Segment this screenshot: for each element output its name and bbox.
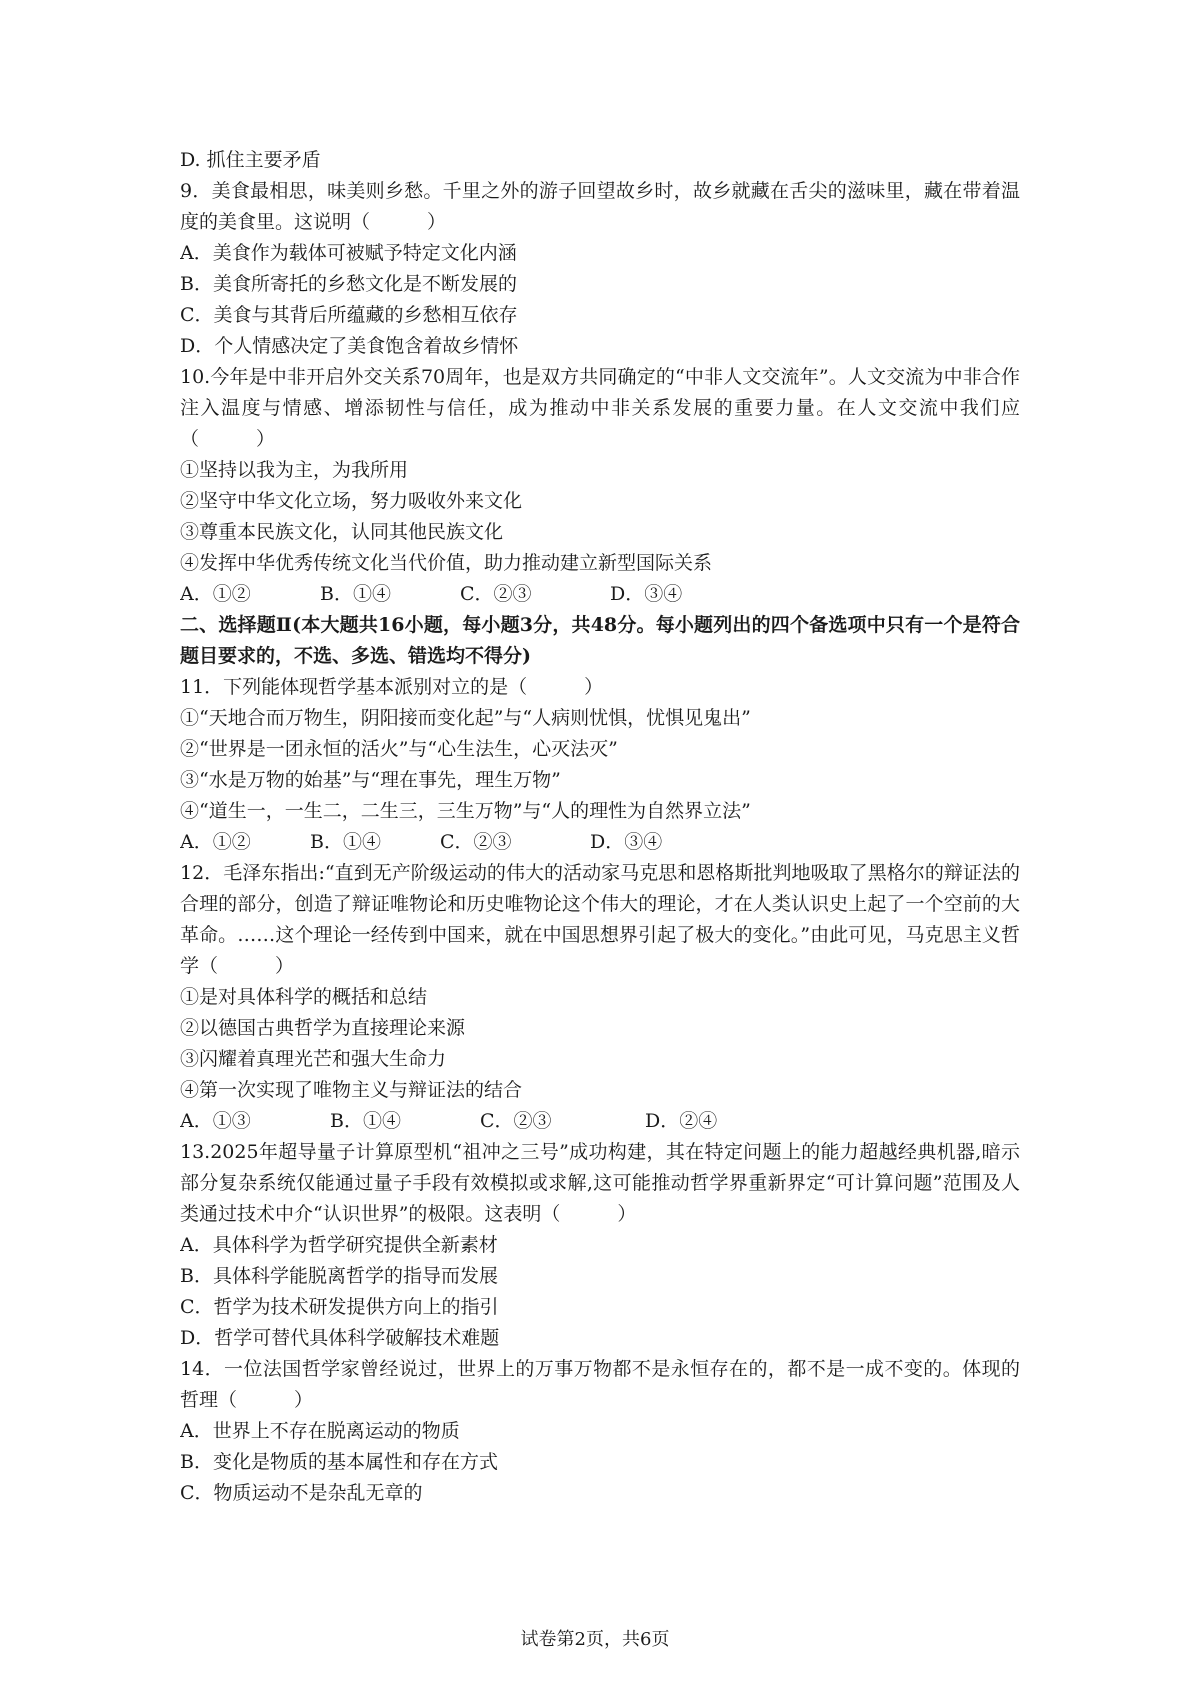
q10-option-b: B．①④ (320, 583, 391, 605)
q10-item-4: ④发挥中华优秀传统文化当代价值，助力推动建立新型国际关系 (180, 552, 713, 574)
q9-option-d: D．个人情感决定了美食饱含着故乡情怀 (180, 335, 519, 357)
q11-stem: 11．下列能体现哲学基本派别对立的是（ ） (180, 676, 604, 698)
q13-option-a: A．具体科学为哲学研究提供全新素材 (180, 1234, 498, 1256)
section-2-heading: 二、选择题Ⅱ(本大题共16小题，每小题3分，共48分。每小题列出的四个备选项中只有一个是符合题目要求的，不选、多选、错选均不得分) (180, 614, 1020, 667)
q12-item-2: ②以德国古典哲学为直接理论来源 (180, 1017, 466, 1039)
q12-item-1: ①是对具体科学的概括和总结 (180, 986, 428, 1008)
q11-option-c: C．②③ (440, 831, 512, 853)
q14-stem: 14．一位法国哲学家曾经说过，世界上的万事万物都不是永恒存在的，都不是一成不变的。体现的哲理（ ） (180, 1358, 1020, 1411)
q11-options (180, 827, 1020, 858)
q10-option-a: A．①② (180, 583, 251, 605)
q12-options (180, 1106, 1020, 1137)
q12-option-d: D．②④ (645, 1110, 718, 1132)
q10-options (180, 579, 1020, 610)
q12-stem: 12．毛泽东指出:“直到无产阶级运动的伟大的活动家马克思和恩格斯批判地吸取了黑格尔的辩证法的合理的部分，创造了辩证唯物论和历史唯物论这个伟大的理论，才在人类认识史上起了一个空前的大革命。……这个理论一经传到中国来，就在中国思想界引起了极大的变化。”由此可见，马克思主义哲学（ ） (180, 862, 1020, 977)
q10-stem: 10.今年是中非开启外交关系70周年，也是双方共同确定的“中非人文交流年”。人文交流为中非合作注入温度与情感、增添韧性与信任，成为推动中非关系发展的重要力量。在人文交流中我们应（ ） (180, 366, 1020, 450)
q14-option-b: B．变化是物质的基本属性和存在方式 (180, 1451, 498, 1473)
q12-option-a: A．①③ (180, 1110, 251, 1132)
q10-option-c: C．②③ (460, 583, 532, 605)
q10-item-2: ②坚守中华文化立场，努力吸收外来文化 (180, 490, 523, 512)
exam-page (180, 145, 1020, 1509)
q10-option-d: D．③④ (610, 583, 683, 605)
q11-item-1: ①“天地合而万物生，阴阳接而变化起”与“人病则忧惧，忧惧见鬼出” (180, 707, 751, 729)
q11-item-4: ④“道生一，一生二，二生三，三生万物”与“人的理性为自然界立法” (180, 800, 751, 822)
q14-option-a: A．世界上不存在脱离运动的物质 (180, 1420, 460, 1442)
q9-stem: 9．美食最相思，味美则乡愁。千里之外的游子回望故乡时，故乡就藏在舌尖的滋味里，藏在带着温度的美食里。这说明（ ） (180, 180, 1020, 233)
q11-item-3: ③“水是万物的始基”与“理在事先，理生万物” (180, 769, 561, 791)
q13-option-c: C．哲学为技术研发提供方向上的指引 (180, 1296, 499, 1318)
q11-option-a: A．①② (180, 831, 251, 853)
q11-option-b: B．①④ (310, 831, 381, 853)
q9-option-b: B．美食所寄托的乡愁文化是不断发展的 (180, 273, 517, 295)
q12-item-3: ③闪耀着真理光芒和强大生命力 (180, 1048, 447, 1070)
q13-option-d: D．哲学可替代具体科学破解技术难题 (180, 1327, 500, 1349)
q8-option-d: D. 抓住主要矛盾 (180, 149, 321, 171)
q10-item-1: ①坚持以我为主，为我所用 (180, 459, 409, 481)
q14-option-c: C．物质运动不是杂乱无章的 (180, 1482, 423, 1504)
q12-option-c: C．②③ (480, 1110, 552, 1132)
q13-stem: 13.2025年超导量子计算原型机“祖冲之三号”成功构建，其在特定问题上的能力超越经典机器,暗示部分复杂系统仅能通过量子手段有效模拟或求解,这可能推动哲学界重新界定“可计算问题”范围及人类通过技术中介“认识世界”的极限。这表明（ ） (180, 1141, 1020, 1225)
q9-option-c: C．美食与其背后所蕴藏的乡愁相互依存 (180, 304, 518, 326)
q10-item-3: ③尊重本民族文化，认同其他民族文化 (180, 521, 504, 543)
q11-option-d: D．③④ (590, 831, 663, 853)
q9-option-a: A．美食作为载体可被赋予特定文化内涵 (180, 242, 517, 264)
q13-option-b: B．具体科学能脱离哲学的指导而发展 (180, 1265, 498, 1287)
q12-option-b: B．①④ (330, 1110, 401, 1132)
q12-item-4: ④第一次实现了唯物主义与辩证法的结合 (180, 1079, 523, 1101)
q11-item-2: ②“世界是一团永恒的活火”与“心生法生，心灭法灭” (180, 738, 618, 760)
page-footer: 试卷第2页，共6页 (520, 1629, 670, 1650)
